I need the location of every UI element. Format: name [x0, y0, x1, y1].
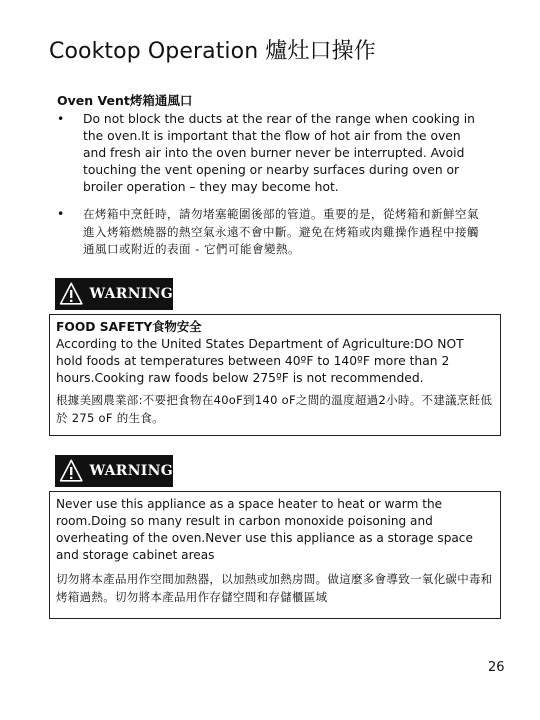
bullet-marker: •: [57, 112, 65, 126]
food-safety-body-zh: 根據美國農業部:不要把食物在40oF到140 oF之間的溫度超過2小時。不建議烹飪低於 275 oF 的生食。: [56, 393, 493, 425]
space-heater-body-zh: 切勿將本產品用作空間加熱器，以加熱或加熱房間。做這麼多會導致一氧化碳中毒和烤箱過熱。切勿將本產品用作存儲空間和存儲櫃區域: [56, 572, 493, 604]
bullet-item: [57, 111, 487, 196]
bullet-text-en: Do not block the ducts at the rear of the range when cooking in the oven.It is important that the flow of hot air from the oven and fresh air into the oven burner never be interrupted. Avoid touching the vent opening or nearby surfaces during oven or broiler operation – they may become hot.: [83, 112, 475, 194]
page-title: Cooktop Operation 爐灶口操作: [49, 39, 376, 64]
space-heater-box: [49, 491, 501, 619]
warning-label-space-heater: [55, 455, 173, 487]
food-safety-body-en: According to the United States Department of Agriculture:DO NOT hold foods at temperatures between 40ºF to 140ºF more than 2 hours.Cooking raw foods below 275ºF is not recommended.: [56, 337, 464, 385]
page-number: 26: [488, 660, 505, 675]
warning-triangle-icon: [59, 456, 83, 486]
bullet-item: [57, 206, 487, 259]
warning-triangle-icon: [59, 279, 83, 309]
warning-text: WARNING: [89, 463, 173, 479]
bullet-marker: •: [57, 207, 65, 221]
warning-label-food-safety: [55, 278, 173, 310]
food-safety-heading: FOOD SAFETY食物安全: [56, 320, 202, 334]
oven-vent-heading: Oven Vent烤箱通風口: [57, 93, 193, 108]
food-safety-box: [49, 314, 501, 436]
oven-vent-bullet-list: [57, 111, 487, 269]
space-heater-body-en: Never use this appliance as a space heater to heat or warm the room.Doing so many result in carbon monoxide poisoning and overheating of the oven.Never use this appliance as a storage space and storage cabinet areas: [56, 497, 473, 562]
warning-text: WARNING: [89, 286, 173, 302]
bullet-text-zh: 在烤箱中烹飪時，請勿堵塞範圍後部的管道。重要的是，從烤箱和新鮮空氣進入烤箱燃燒器的熱空氣永遠不會中斷。避免在烤箱或肉雞操作過程中接觸通風口或附近的表面 - 它們可能會變熱。: [83, 207, 479, 256]
